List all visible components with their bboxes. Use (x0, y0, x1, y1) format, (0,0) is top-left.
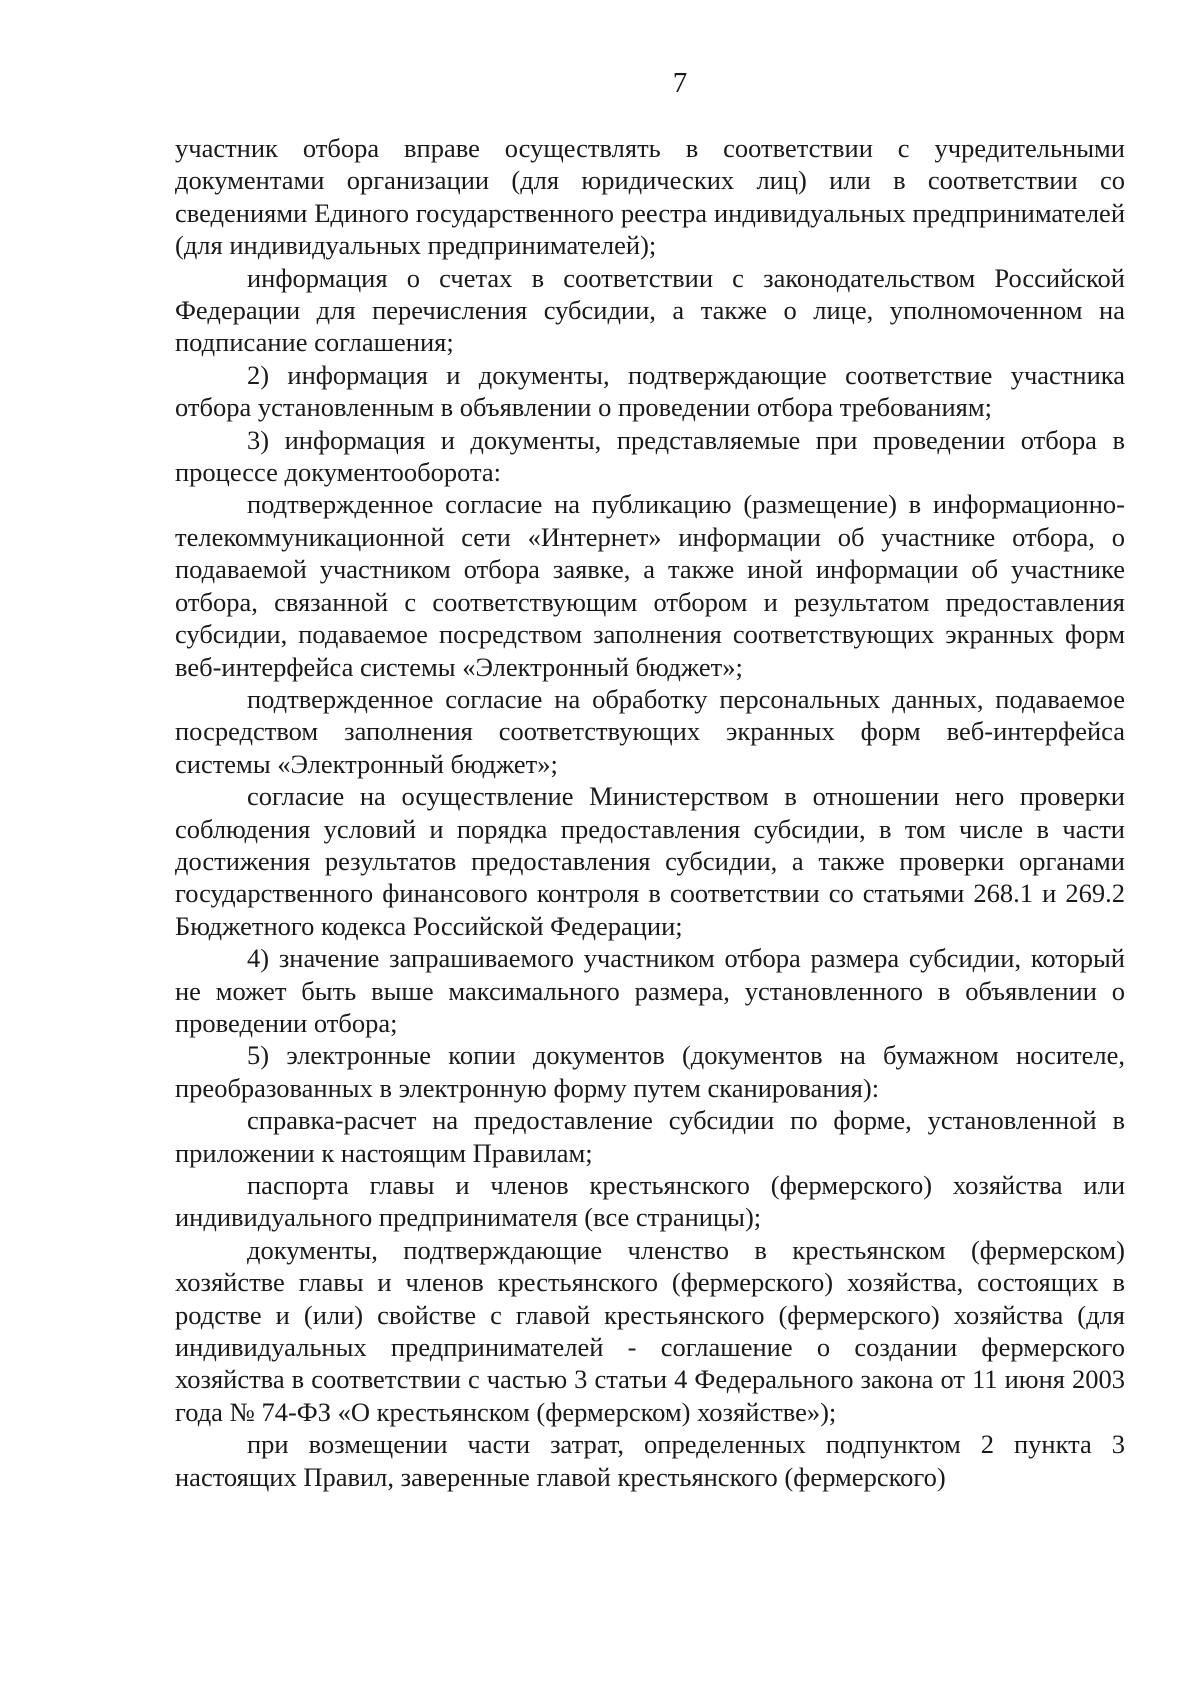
paragraph-calculation-certificate: справка-расчет на предоставление субсидии по форме, установленной в приложении к настоящим Правилам; (175, 1105, 1125, 1168)
paragraph-publication-consent: подтвержденное согласие на публикацию (размещение) в информационно-телекоммуникационной сети «Интернет» информации об участнике отбора, о подаваемой участником отбора заявке, а также иной информации об участнике отбора, связанной с соответствующим отбором и результатом предоставления субсидии, подаваемое посредством заполнения соответствующих экранных форм веб-интерфейса системы «Электронный бюджет»; (175, 489, 1125, 682)
paragraph-item-4: 4) значение запрашиваемого участником отбора размера субсидии, который не может быть выше максимального размера, установленного в объявлении о проведении отбора; (175, 943, 1125, 1038)
paragraph-accounts-info: информация о счетах в соответствии с законодательством Российской Федерации для перечисления субсидии, а также о лице, уполномоченном на подписание соглашения; (175, 262, 1125, 358)
paragraph-membership-documents: документы, подтверждающие членство в крестьянском (фермерском) хозяйстве главы и членов крестьянского (фермерского) хозяйства, состоящих в родстве и (или) свойстве с главой крестьянского (фермерского) хозяйства (для индивидуальных предпринимателей - соглашение о создании фермерского хозяйства в соответствии с частью 3 статьи 4 Федерального закона от 11 июня 2003 года № 74-ФЗ «О крестьянском (фермерском) хозяйстве»); (175, 1234, 1125, 1427)
page-number: 7 (672, 67, 688, 99)
paragraph-audit-consent: согласие на осуществление Министерством в отношении него проверки соблюдения условий и порядка предоставления субсидии, в том числе в части достижения результатов предоставления субсидии, а также проверки органами государственного финансового контроля в соответствии со статьями 268.1 и 269.2 Бюджетного кодекса Российской Федерации; (175, 781, 1125, 941)
paragraph-passports: паспорта главы и членов крестьянского (фермерского) хозяйства или индивидуального предпринимателя (все страницы); (175, 1170, 1125, 1233)
paragraph-item-2: 2) информация и документы, подтверждающие соответствие участника отбора установленным в объявлении о проведении отбора требованиям; (175, 359, 1125, 423)
document-body (175, 132, 1125, 1493)
paragraph-item-5: 5) электронные копии документов (документов на бумажном носителе, преобразованных в электронную форму путем сканирования): (175, 1040, 1125, 1103)
paragraph-continuation: участник отбора вправе осуществлять в соответствии с учредительными документами организации (для юридических лиц) или в соответствии со сведениями Единого государственного реестра индивидуальных предпринимателей (для индивидуальных предпринимателей); (175, 133, 1125, 261)
paragraph-personal-data-consent: подтвержденное согласие на обработку персональных данных, подаваемое посредством заполнения соответствующих экранных форм веб-интерфейса системы «Электронный бюджет»; (175, 683, 1125, 779)
paragraph-item-3: 3) информация и документы, представляемые при проведении отбора в процессе документооборота: (175, 424, 1125, 488)
paragraph-cost-reimbursement: при возмещении части затрат, определенных подпунктом 2 пункта 3 настоящих Правил, заверенные главой крестьянского (фермерского) (175, 1429, 1125, 1492)
